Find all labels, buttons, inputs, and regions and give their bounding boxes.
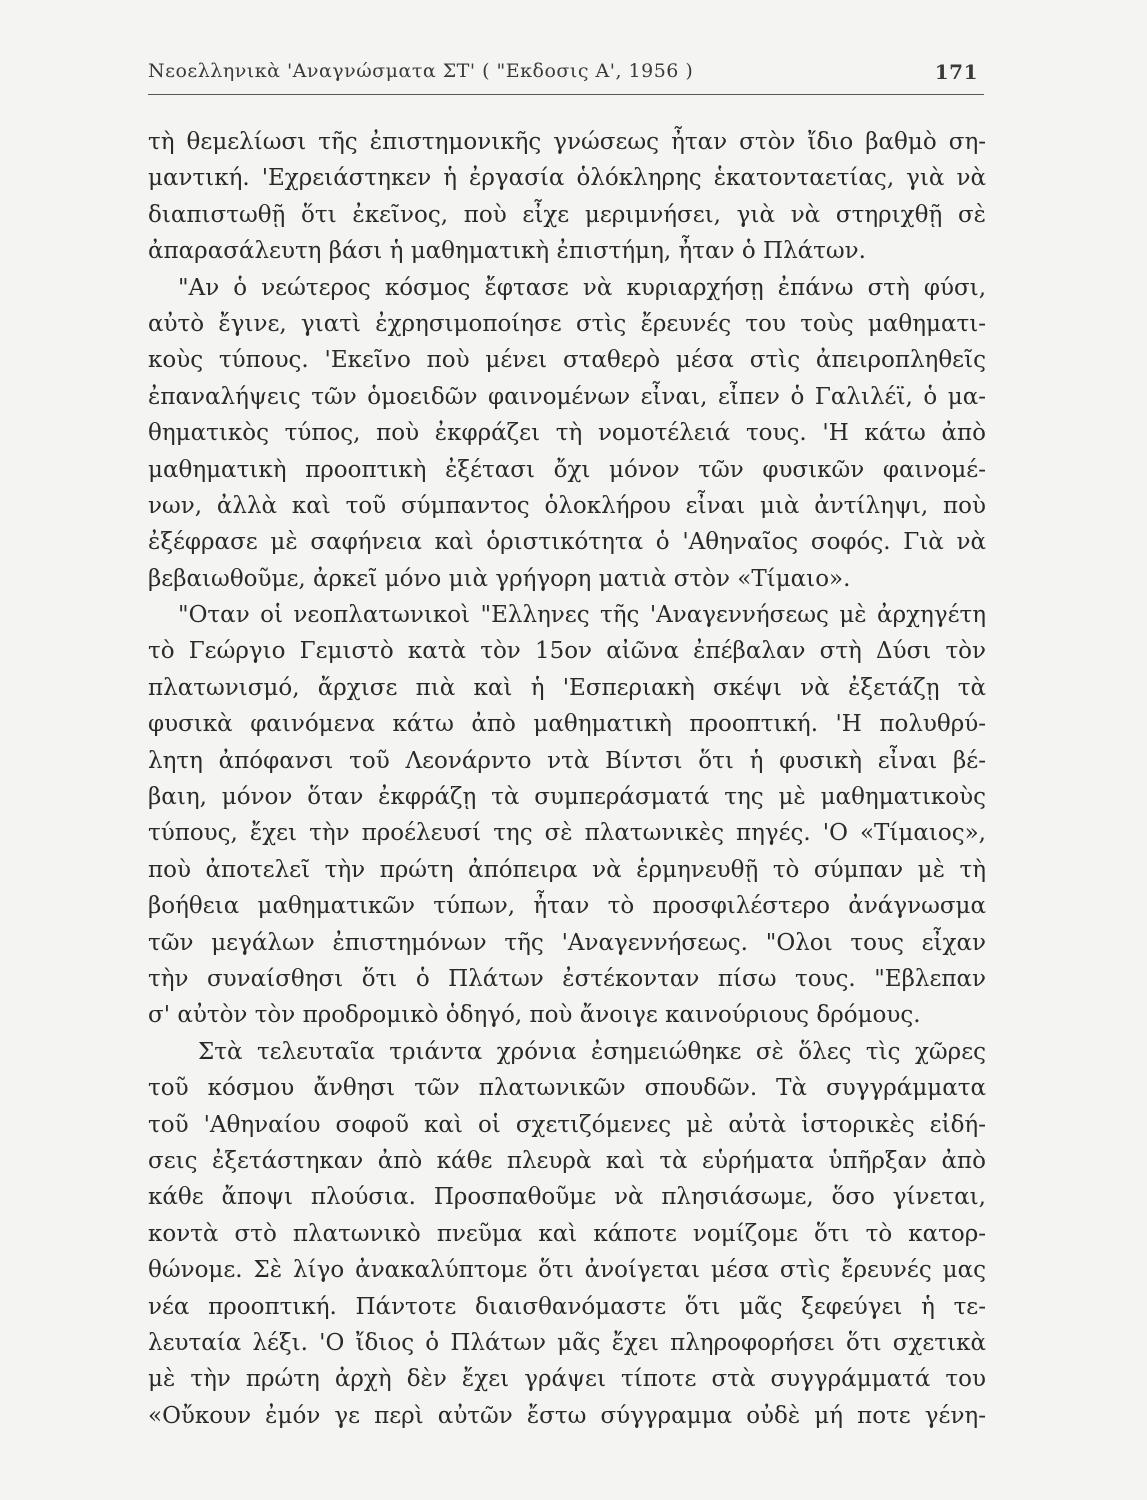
text-line: Στὰ τελευταῖα τριάντα χρόνια ἐσημειώθηκε σὲ ὅλες τὶς χῶρες [198,1038,986,1065]
text-line: ἀπαρασάλευτη βάσι ἡ μαθηματικὴ ἐπιστήμη, ἦταν ὁ Πλάτων. [148,238,866,265]
text-line: μὲ τὴν πρώτη ἀρχὴ δὲν ἔχει γράψει τίποτε στὰ συγγράμματά του [148,1366,986,1393]
text-line: μαντική. 'Εχρειάστηκεν ἡ ἐργασία ὁλόκληρης ἑκατονταετίας, γιὰ νὰ [148,165,986,192]
text-line: βαιη, μόνον ὅταν ἐκφράζῃ τὰ συμπεράσματά της μὲ μαθηματικοὺς [148,784,986,811]
text-line: πλατωνισμό, ἄρχισε πιὰ καὶ ἡ 'Εσπεριακὴ σκέψι νὰ ἐξετάζῃ τὰ [148,674,986,701]
text-line: μαθηματικὴ προοπτικὴ ἐξέτασι ὄχι μόνον τῶν φυσικῶν φαινομέ- [148,456,986,483]
text-line: αὐτὸ ἔγινε, γιατὶ ἐχρησιμοποίησε στὶς ἔρευνές του τοὺς μαθηματι- [148,310,986,337]
text-line: κάθε ἄποψι πλούσια. Προσπαθοῦμε νὰ πλησιάσωμε, ὅσο γίνεται, [148,1184,986,1211]
text-line: κοντὰ στὸ πλατωνικὸ πνεῦμα καὶ κάποτε νομίζομε ὅτι τὸ κατορ- [148,1220,986,1247]
text-line: λητη ἀπόφανσι τοῦ Λεονάρντο ντὰ Βίντσι ὅτι ἡ φυσικὴ εἶναι βέ- [148,747,986,774]
running-head-title: Νεοελληνικὰ 'Αναγνώσματα ΣΤ' ( "Εκδοσις Α', 1956 ) [148,60,694,82]
text-line: ἐπαναλήψεις τῶν ὁμοειδῶν φαινομένων εἶναι, εἶπεν ὁ Γαλιλέϊ, ὁ μα- [148,383,986,410]
text-line: νων, ἀλλὰ καὶ τοῦ σύμπαντος ὁλοκλήρου εἶναι μιὰ ἀντίληψι, ποὺ [148,492,986,519]
text-line: ποὺ ἀποτελεῖ τὴν πρώτη ἀπόπειρα νὰ ἑρμηνευθῇ τὸ σύμπαν μὲ τὴ [148,856,986,883]
text-line: σεις ἐξετάστηκαν ἀπὸ κάθε πλευρὰ καὶ τὰ εὑρήματα ὑπῆρξαν ἀπὸ [148,1147,986,1174]
text-line: τύπους, ἔχει τὴν προέλευσί της σὲ πλατωνικὲς πηγές. 'Ο «Τίμαιος», [148,820,986,847]
text-line: τὸ Γεώργιο Γεμιστὸ κατὰ τὸν 15ον αἰῶνα ἐπέβαλαν στὴ Δύσι τὸν [148,638,986,665]
page-number: 171 [934,60,978,84]
running-head [148,60,986,90]
text-line: λευταία λέξι. 'Ο ἴδιος ὁ Πλάτων μᾶς ἔχει πληροφορήσει ὅτι σχετικὰ [148,1329,986,1356]
text-line: τὴν συναίσθησι ὅτι ὁ Πλάτων ἐστέκονταν πίσω τους. "Εβλεπαν [148,965,986,992]
text-line: ἐξέφρασε μὲ σαφήνεια καὶ ὁριστικότητα ὁ 'Αθηναῖος σοφός. Γιὰ νὰ [148,529,986,556]
text-line: θώνομε. Σὲ λίγο ἀνακαλύπτομε ὅτι ἀνοίγεται μέσα στὶς ἔρευνές μας [148,1257,986,1284]
text-line: «Οὔκουν ἐμόν γε περὶ αὐτῶν ἔστω σύγγραμμα οὐδὲ μή ποτε γένη- [148,1402,986,1429]
text-line: θηματικὸς τύπος, ποὺ ἐκφράζει τὴ νομοτέλειά τους. 'Η κάτω ἀπὸ [148,420,986,447]
text-line: "Οταν οἱ νεοπλατωνικοὶ "Ελληνες τῆς 'Αναγεννήσεως μὲ ἀρχηγέτη [178,602,986,629]
text-line: βεβαιωθοῦμε, ἀρκεῖ μόνο μιὰ γρήγορη ματιὰ στὸν «Τίμαιο». [148,565,851,592]
text-line: τοῦ κόσμου ἄνθησι τῶν πλατωνικῶν σπουδῶν. Τὰ συγγράμματα [148,1075,986,1102]
text-line: διαπιστωθῇ ὅτι ἐκεῖνος, ποὺ εἶχε μεριμνήσει, γιὰ νὰ στηριχθῇ σὲ [148,201,986,228]
text-line: τῶν μεγάλων ἐπιστημόνων τῆς 'Αναγεννήσεως. "Ολοι τους εἶχαν [148,929,986,956]
text-line: "Αν ὁ νεώτερος κόσμος ἔφτασε νὰ κυριαρχήσῃ ἐπάνω στὴ φύσι, [178,274,986,301]
text-line: τὴ θεμελίωσι τῆς ἐπιστημονικῆς γνώσεως ἦταν στὸν ἴδιο βαθμὸ ση- [148,129,986,155]
header-rule [148,94,984,95]
text-line: φυσικὰ φαινόμενα κάτω ἀπὸ μαθηματικὴ προοπτική. 'Η πολυθρύ- [148,711,986,738]
text-line: βοήθεια μαθηματικῶν τύπων, ἦταν τὸ προσφιλέστερο ἀνάγνωσμα [148,893,986,920]
text-line: τοῦ 'Αθηναίου σοφοῦ καὶ οἱ σχετιζόμενες μὲ αὐτὰ ἱστορικὲς εἰδή- [148,1111,986,1138]
text-line: σ' αὐτὸν τὸν προδρομικὸ ὁδηγό, ποὺ ἄνοιγε καινούριους δρόμους. [148,1002,921,1029]
text-line: κοὺς τύπους. 'Εκεῖνο ποὺ μένει σταθερὸ μέσα στὶς ἀπειροπληθεῖς [148,347,986,374]
text-line: νέα προοπτική. Πάντοτε διαισθανόμαστε ὅτι μᾶς ξεφεύγει ἡ τε- [148,1293,986,1320]
body-text [148,124,986,1434]
